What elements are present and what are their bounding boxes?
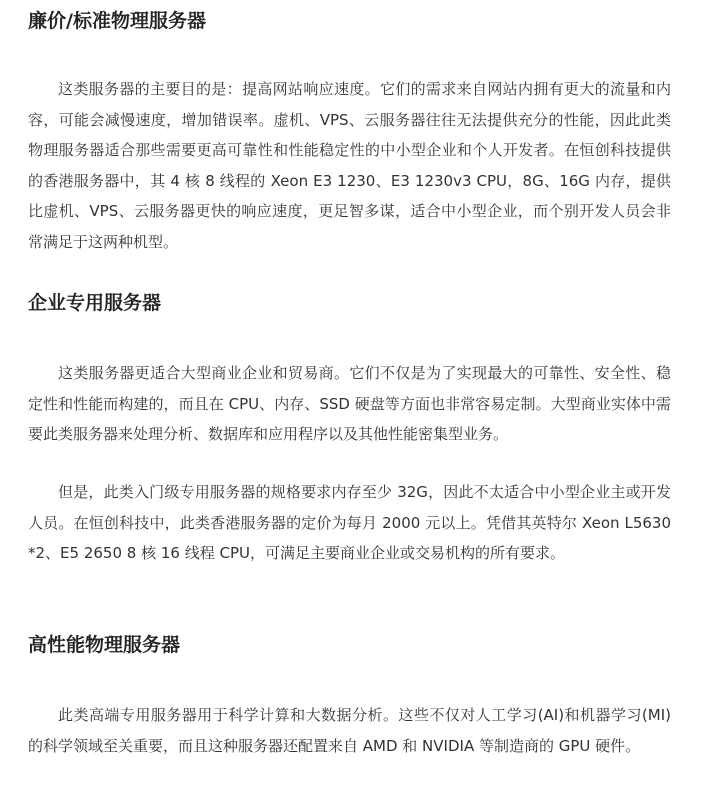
paragraph-high-performance-servers: 此类高端专用服务器用于科学计算和大数据分析。这些不仅对人工学习(AI)和机器学习(MI) 的科学领域至关重要，而且这种服务器还配置来自 AMD 和 NVIDIA 等制造商的 GPU 硬件。 bbox=[28, 706, 671, 755]
paragraph-enterprise-servers-1: 这类服务器更适合大型商业企业和贸易商。它们不仅是为了实现最大的可靠性、安全性、稳定性和性能而构建的，而且在 CPU、内存、SSD 硬盘等方面也非常容易定制。大型商业实体中需要此类服务器来处理分析、数据库和应用程序以及其他性能密集型业务。 bbox=[28, 364, 671, 444]
section-title-budget-servers: 廉价/标准物理服务器 bbox=[28, 10, 206, 32]
paragraph-enterprise-servers-2: 但是，此类入门级专用服务器的规格要求内存至少 32G，因此不太适合中小型企业主或开发人员。在恒创科技中，此类香港服务器的定价为每月 2000 元以上。凭借其英特尔 Xeon L5630*2、E5 2650 8 核 16 线程 CPU，可满足主要商业企业或交易机构的所有要求。 bbox=[28, 483, 671, 563]
paragraph-budget-servers: 这类服务器的主要目的是：提高网站响应速度。它们的需求来自网站内拥有更大的流量和内容，可能会减慢速度，增加错误率。虚机、VPS、云服务器往往无法提供充分的性能，因此此类物理服务器适合那些需要更高可靠性和性能稳定性的中小型企业和个人开发者。在恒创科技提供的香港服务器中，其 4 核 8 线程的 Xeon E3 1230、E3 1230v3 CPU，8G、16G 内存，提供比虚机、VPS、云服务器更快的响应速度，更足智多谋，适合中小型企业，而个别开发人员会非常满足于这两种机型。 bbox=[28, 80, 671, 251]
section-title-enterprise-servers: 企业专用服务器 bbox=[28, 292, 162, 314]
section-title-high-performance-servers: 高性能物理服务器 bbox=[28, 634, 181, 656]
